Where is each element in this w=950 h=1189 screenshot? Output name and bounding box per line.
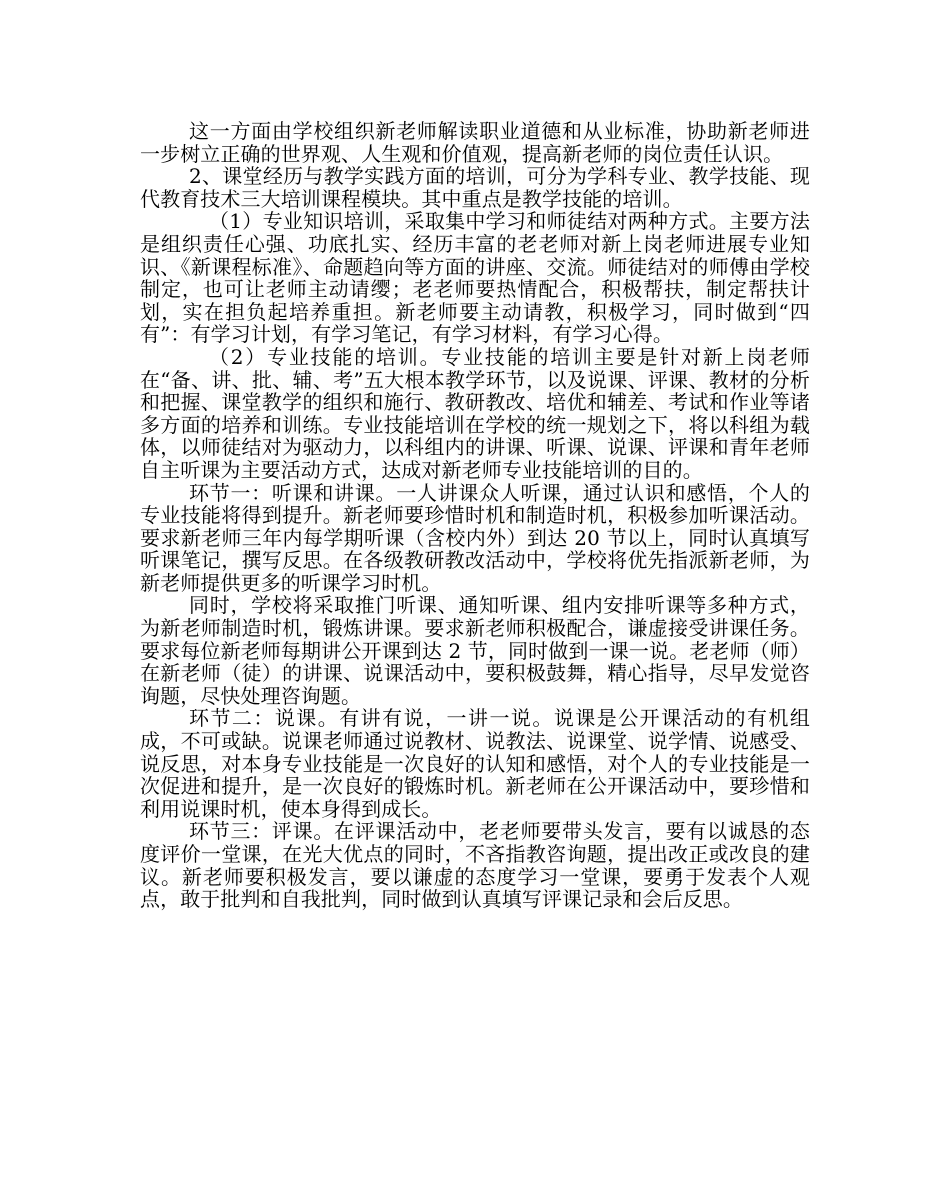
paragraph-knowledge-training: （1）专业知识培训，采取集中学习和师徒结对两种方式。主要方法是组织责任心强、功底扎实、经历丰富的老老师对新上岗老师进展专业知识、《新课程标准》、命题趋向等方面的讲座、交流。师徒结对的师傅由学校制定，也可让老师主动请缨；老老师要热情配合，积极帮扶，制定帮扶计划，实在担负起培养重担。新老师要主动请教，积极学习，同时做到“四有”：有学习计划，有学习笔记，有学习材料，有学习心得。: [140, 209, 810, 347]
paragraph-section-2: 2、课堂经历与教学实践方面的培训，可分为学科专业、教学技能、现代教育技术三大培训课程模块。其中重点是教学技能的培训。: [140, 164, 810, 211]
body-text: [140, 120, 810, 911]
paragraph-skill-training: （2）专业技能的培训。专业技能的培训主要是针对新上岗老师在“备、讲、批、辅、考”五大根本教学环节，以及说课、评课、教材的分析和把握、课堂教学的组织和施行、教研教改、培优和辅差、考试和作业等诸多方面的培养和训练。专业技能培训在学校的统一规划之下，将以科组为载体，以师徒结对为驱动力，以科组内的讲课、听课、说课、评课和青年老师自主听课为主要活动方式，达成对新老师专业技能培训的目的。: [140, 344, 810, 482]
paragraph-step-three: 环节三：评课。在评课活动中，老老师要带头发言，要有以诚恳的态度评价一堂课，在光大优点的同时，不吝指教咨询题，提出改正或改良的建议。新老师要积极发言，要以谦虚的态度学习一堂课，要勇于发表个人观点，敢于批判和自我批判，同时做到认真填写评课记录和会后反思。: [140, 819, 810, 912]
paragraph-step-one-continued: 同时，学校将采取推门听课、通知听课、组内安排听课等多种方式，为新老师制造时机，锻炼讲课。要求新老师积极配合，谦虚接受讲课任务。要求每位新老师每期讲公开课到达 2 节，同时做到一课一说。老老师（师）在新老师（徒）的讲课、说课活动中，要积极鼓舞，精心指导，尽早发觉咨询题，尽快处理咨询题。: [140, 593, 810, 708]
paragraph-step-two: 环节二：说课。有讲有说，一讲一说。说课是公开课活动的有机组成，不可或缺。说课老师通过说教材、说教法、说课堂、说学情、说感受、说反思，对本身专业技能是一次良好的认知和感悟，对个人的专业技能是一次促进和提升，是一次良好的锻炼时机。新老师在公开课活动中，要珍惜和利用说课时机，使本身得到成长。: [140, 706, 810, 821]
paragraph-step-one: 环节一：听课和讲课。一人讲课众人听课，通过认识和感悟，个人的专业技能将得到提升。新老师要珍惜时机和制造时机，积极参加听课活动。要求新老师三年内每学期听课（含校内外）到达 20 节以上，同时认真填写听课笔记，撰写反思。在各级教研教改活动中，学校将优先指派新老师，为新老师提供更多的听课学习时机。: [140, 480, 810, 595]
paragraph-ethics-intro: 这一方面由学校组织新老师解读职业道德和从业标准，协助新老师进一步树立正确的世界观、人生观和价值观，提高新老师的岗位责任认识。: [140, 119, 810, 166]
